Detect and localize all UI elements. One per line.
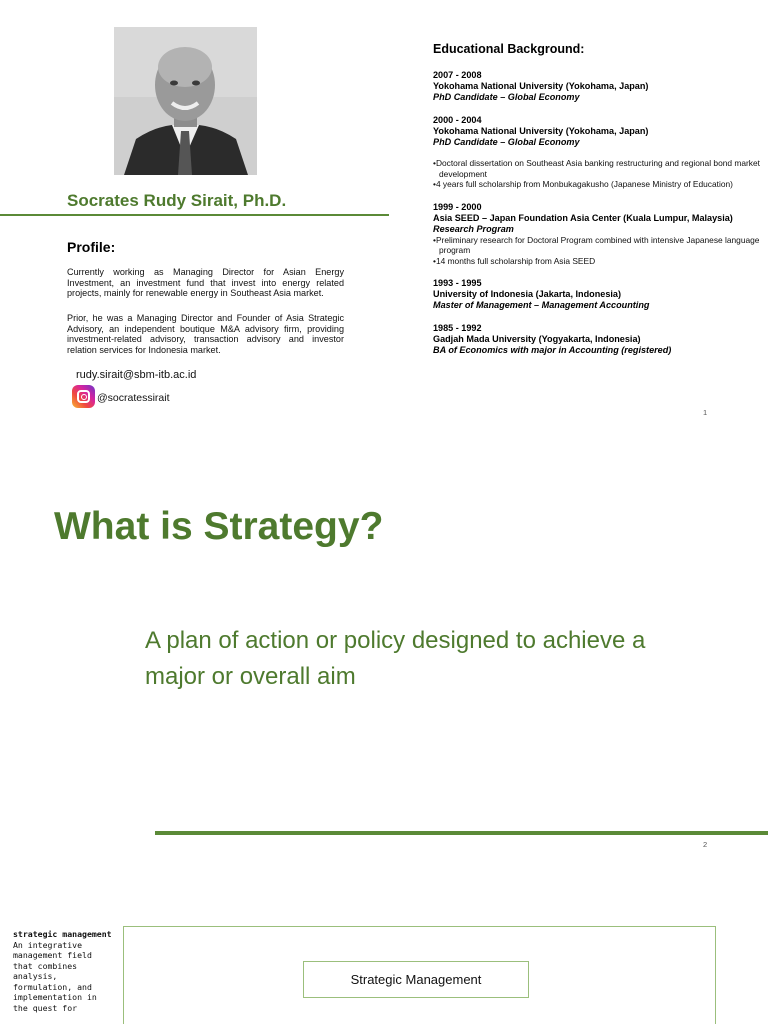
education-years: 1985 - 1992 [433,323,482,333]
email-address[interactable]: rudy.sirait@sbm-itb.ac.id [76,369,197,381]
education-entry [433,278,763,311]
education-bullet: • Preliminary research for Doctoral Program combined with intensive Japanese language program [433,235,763,256]
education-program: Master of Management – Management Accounting [433,300,650,310]
profile-paragraph-current: Currently working as Managing Director for Asian Energy Investment, an investment fund that invest into energy related projects, mainly for renewable energy in Southeast Asia market. [67,267,344,298]
profile-heading: Profile: [67,239,116,255]
instagram-handle[interactable]: @socratessirait [97,392,170,404]
education-years: 1999 - 2000 [433,201,482,212]
education-institution: Yokohama National University (Yokohama, Japan) [433,126,649,136]
education-entry [433,70,763,103]
education-program: PhD Candidate – Global Economy [433,92,580,102]
education-entry [433,202,763,267]
education-entry [433,323,763,356]
education-years: 1993 - 1995 [433,278,482,288]
education-bullets [433,158,763,190]
education-program: PhD Candidate – Global Economy [433,137,580,147]
education-institution: Asia SEED – Japan Foundation Asia Center (Kuala Lumpur, Malaysia) [433,212,733,223]
education-institution: Yokohama National University (Yokohama, Japan) [433,81,649,91]
slide-divider [155,831,768,835]
education-years: 2007 - 2008 [433,70,482,80]
education-institution: Gadjah Mada University (Yogyakarta, Indonesia) [433,334,641,344]
slide-profile [0,0,768,440]
profile-paragraph-prior: Prior, he was a Managing Director and Founder of Asia Strategic Advisory, an independent boutique M&A advisory firm, providing investment-related advisory, transaction advisory and investor relation services for Indonesia market. [67,313,344,355]
education-entry [433,115,763,190]
term-description: An integrative management field that combines analysis, formulation, and implementation in the quest for [13,939,97,1013]
education-section [433,42,763,368]
page-number: 2 [703,840,708,849]
education-program: BA of Economics with major in Accounting (registered) [433,345,672,355]
profile-photo [114,27,257,175]
education-bullet: • Doctoral dissertation on Southeast Asia banking restructuring and regional bond market development [433,158,763,179]
education-program: Research Program [433,223,514,234]
education-bullet: • 14 months full scholarship from Asia SEED [433,256,763,267]
strategic-management-box: Strategic Management [303,961,529,998]
education-bullet: • 4 years full scholarship from Monbukagakusho (Japanese Ministry of Education) [433,179,763,190]
education-institution: University of Indonesia (Jakarta, Indonesia) [433,289,621,299]
term-title: strategic management [13,929,112,939]
instagram-icon [72,385,95,408]
name-divider [0,214,389,216]
person-name: Socrates Rudy Sirait, Ph.D. [67,191,287,210]
education-heading: Educational Background: [433,42,585,56]
education-years: 2000 - 2004 [433,115,482,125]
page-number: 1 [703,408,708,417]
strategy-definition: A plan of action or policy designed to achieve a major or overall aim [145,627,646,690]
education-bullets [433,235,763,267]
slide-title: What is Strategy? [54,505,384,548]
term-definition [13,929,113,1013]
